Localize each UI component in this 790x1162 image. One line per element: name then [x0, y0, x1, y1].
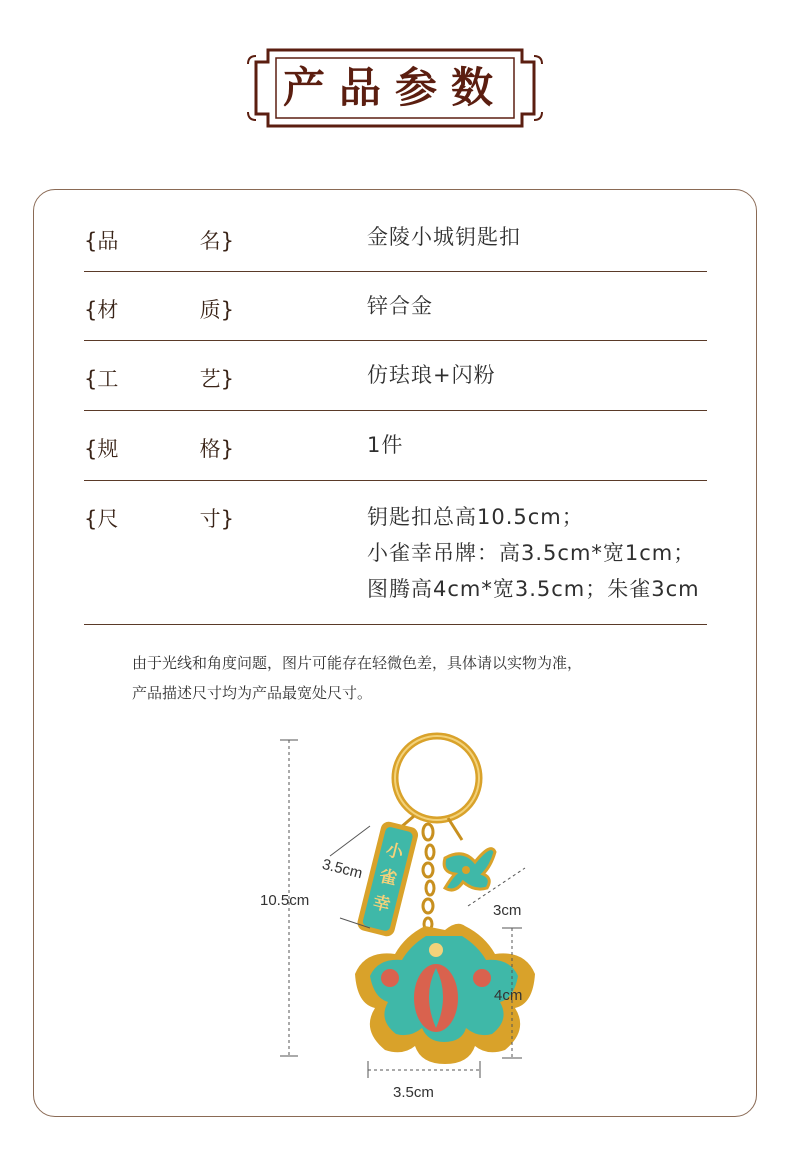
tag-char-1: 小 [383, 840, 406, 864]
note-line: 由于光线和角度问题，图片可能存在轻微色差，具体请以实物为准， [132, 654, 583, 672]
params-table [84, 203, 707, 625]
param-label [84, 433, 234, 463]
value-line: 图腾高4cm*宽3.5cm；朱雀3cm [367, 577, 700, 601]
disclaimer-note [132, 648, 692, 708]
dim-phoenix-label: 3cm [493, 902, 522, 919]
value-line: 1件 [367, 433, 404, 457]
param-value [367, 433, 403, 457]
tag-char-3: 幸 [370, 892, 393, 916]
param-label [84, 503, 234, 533]
label-left: {尺 [84, 507, 119, 531]
keychain-illustration [240, 728, 560, 1108]
value-line: 小雀幸吊牌：高3.5cm*宽1cm； [367, 541, 696, 565]
dim-total-label: 10.5cm [260, 892, 310, 909]
label-right: 寸} [199, 507, 234, 531]
param-value [367, 294, 433, 318]
value-line: 锌合金 [367, 294, 433, 318]
label-left: {规 [84, 437, 119, 461]
param-value [367, 363, 496, 387]
param-value [367, 225, 521, 249]
param-row-material [84, 272, 707, 341]
page-title: 产品参数 [282, 63, 507, 112]
label-left: {材 [84, 298, 119, 322]
param-row-spec [84, 411, 707, 481]
param-label [84, 294, 234, 324]
key-ring-highlight [395, 736, 479, 820]
tag-charm [356, 820, 420, 938]
phoenix-charm [444, 849, 495, 890]
value-line: 仿珐琅+闪粉 [367, 363, 496, 387]
param-value [367, 499, 700, 607]
label-right: 艺} [199, 367, 234, 391]
param-row-craft [84, 341, 707, 411]
value-line: 金陵小城钥匙扣 [367, 225, 521, 249]
label-right: 格} [199, 437, 234, 461]
dim-totem-height-label: 4cm [494, 987, 523, 1004]
label-right: 质} [199, 298, 234, 322]
dim-tag-label: 3.5cm [320, 855, 365, 883]
label-left: {品 [84, 229, 119, 253]
param-row-size [84, 481, 707, 625]
param-label [84, 363, 234, 393]
note-line: 产品描述尺寸均为产品最宽处尺寸。 [132, 684, 373, 702]
param-row-name [84, 203, 707, 272]
tag-char-2: 雀 [377, 866, 399, 890]
dim-totem-width-label: 3.5cm [393, 1084, 434, 1101]
label-left: {工 [84, 367, 119, 391]
value-line: 钥匙扣总高10.5cm； [367, 505, 584, 529]
label-right: 名} [199, 229, 234, 253]
param-label [84, 225, 234, 255]
